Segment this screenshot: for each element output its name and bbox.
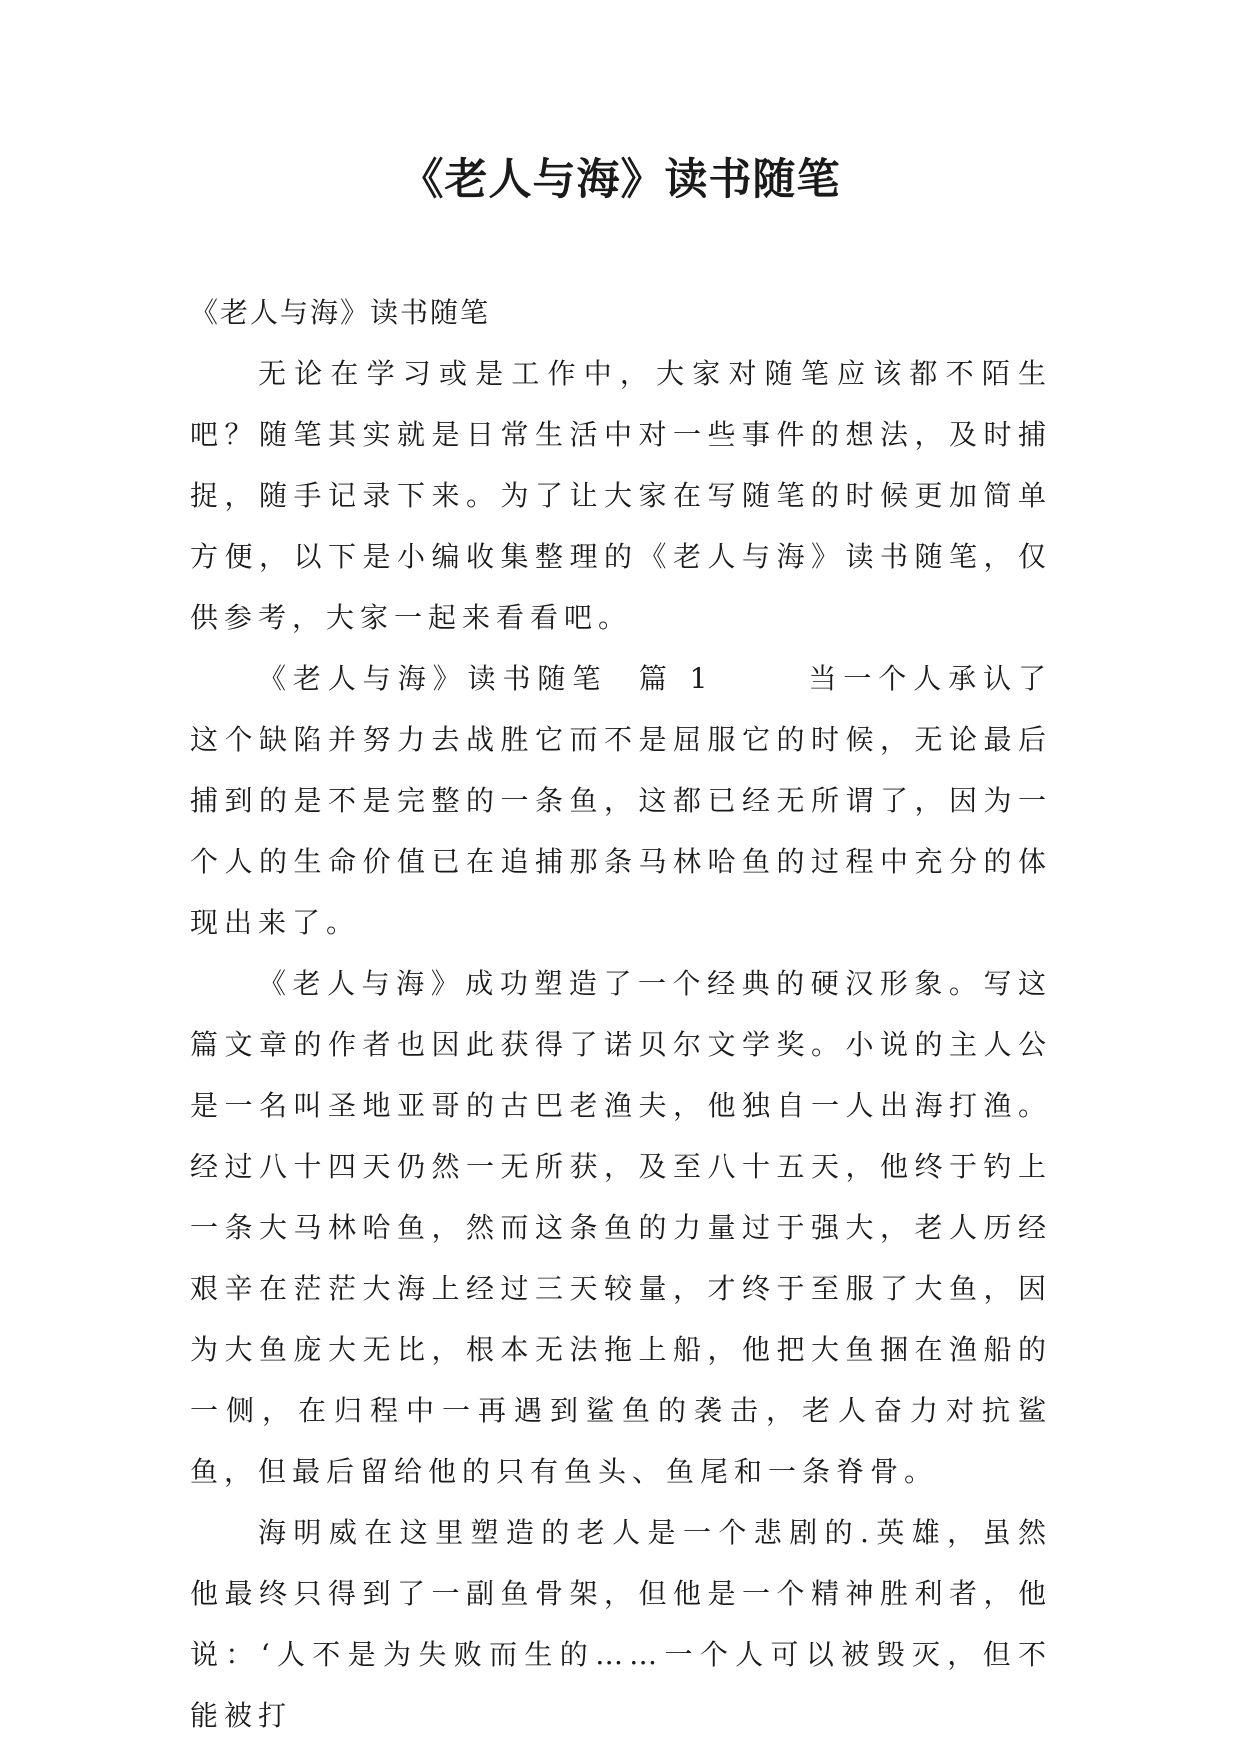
- document-title: 《老人与海》读书随笔: [400, 155, 841, 205]
- paragraph-hero: 海明威在这里塑造的老人是一个悲剧的.英雄，虽然他最终只得到了一副鱼骨架，但他是一个精神胜利者，他说：‘人不是为失败而生的……一个人可以被毁灭，但不能被打: [190, 1516, 1052, 1732]
- paragraph-part-1: 《老人与海》读书随笔 篇 1 当一个人承认了这个缺陷并努力去战胜它而不是屈服它的时候，无论最后捕到的是不是完整的一条鱼，这都已经无所谓了，因为一个人的生命价值已在追捕那条马林哈鱼的过程中充分的体现出来了。: [190, 662, 1052, 939]
- paragraph-intro: 无论在学习或是工作中，大家对随笔应该都不陌生吧？随笔其实就是日常生活中对一些事件的想法，及时捕捉，随手记录下来。为了让大家在写随笔的时候更加简单方便，以下是小编收集整理的《老人与海》读书随笔，仅供参考，大家一起来看看吧。: [190, 357, 1052, 634]
- document-subtitle: 《老人与海》读书随笔: [190, 296, 491, 329]
- document-body: [190, 282, 1052, 1746]
- paragraph-summary: 《老人与海》成功塑造了一个经典的硬汉形象。写这篇文章的作者也因此获得了诺贝尔文学奖。小说的主人公是一名叫圣地亚哥的古巴老渔夫，他独自一人出海打渔。经过八十四天仍然一无所获，及至八十五天，他终于钓上一条大马林哈鱼，然而这条鱼的力量过于强大，老人历经艰辛在茫茫大海上经过三天较量，才终于至服了大鱼，因为大鱼庞大无比，根本无法拖上船，他把大鱼捆在渔船的一侧，在归程中一再遇到鲨鱼的袭击，老人奋力对抗鲨鱼，但最后留给他的只有鱼头、鱼尾和一条脊骨。: [190, 967, 1052, 1488]
